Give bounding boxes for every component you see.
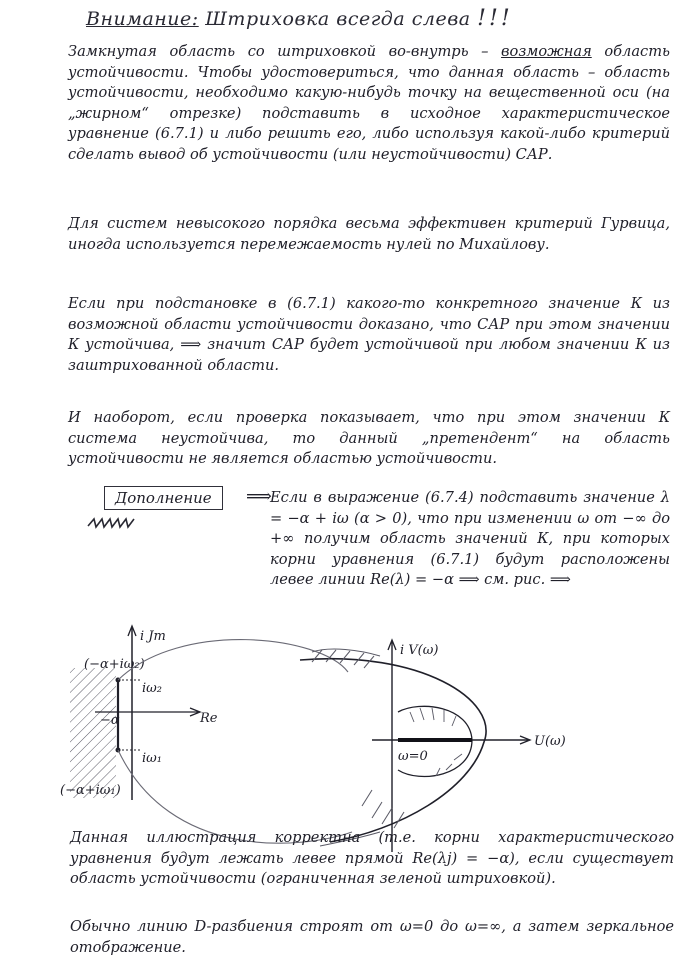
iw2-label: iω₂ bbox=[142, 681, 162, 696]
right-plane bbox=[300, 640, 566, 852]
title-tag: Внимание: bbox=[86, 8, 199, 30]
title-exclaim: !!! bbox=[477, 6, 513, 31]
paragraph-illustration: Данная иллюстрация корректна (т.е. корни характеристического уравнения будут лежать левее прямой Re(λj) = −α), если существует область устойчивости (ограниченная зеленой штриховкой). bbox=[70, 829, 674, 888]
alpha-label: −α bbox=[100, 713, 120, 728]
addendum-label: Дополнение bbox=[104, 486, 223, 510]
addendum-arrow-icon: ⟹ bbox=[246, 486, 272, 507]
paragraph-hurwitz: Для систем невысокого порядка весьма эффективен критерий Гурвица, иногда используется перемежаемость нулей по Михайлову. bbox=[68, 215, 670, 253]
p1-possible-word: возможная bbox=[501, 43, 592, 60]
p1-part-a: Замкнутая область со штриховкой во-внутрь – bbox=[68, 43, 502, 60]
d-curve bbox=[300, 659, 486, 842]
right-axis-v-label: i V(ω) bbox=[400, 643, 439, 658]
left-axis-im-label: i Jm bbox=[140, 629, 166, 644]
left-plane bbox=[60, 626, 218, 800]
point-top-label: (−α+iω₂) bbox=[84, 657, 145, 672]
p1-part-c: область устойчивости. Чтобы удостовериться, что данная область – область устойчивости, необходимо какую-нибудь точку на вещественной оси (на „жирном“ отрезке) подставить в исходное характеристическое уравнение (6.7.1) и либо решить его, либо используя какой-либо критерий сделать вывод об устойчивости (или неустойчивости) САР. bbox=[68, 43, 670, 163]
right-axis-u-label: U(ω) bbox=[534, 734, 566, 749]
left-axis-re-label: Re bbox=[200, 711, 218, 726]
outer-hatch bbox=[312, 650, 404, 828]
iw1-label: iω₁ bbox=[142, 751, 162, 766]
paragraph-conversely: И наоборот, если проверка показывает, что при этом значении К система неустойчива, то данный „претендент“ на область устойчивости не является областью устойчивости. bbox=[68, 409, 670, 468]
title-text: Штриховка всегда слева bbox=[198, 8, 471, 30]
paragraph-substitution: Если при подстановке в (6.7.1) какого-то конкретного значение К из возможной области устойчивости доказано, что САР при этом значении К устойчива, ⟹ значит САР будет устойчивой при любом значении К из заштрихованной области. bbox=[68, 295, 670, 374]
w0-label: ω=0 bbox=[398, 749, 428, 764]
left-hatch-band bbox=[70, 668, 116, 798]
point-bottom-label: (−α+iω₁) bbox=[60, 783, 121, 798]
paragraph-addendum: Если в выражение (6.7.4) подставить значение λ = −α + iω (α > 0), что при изменении ω от −∞ до +∞ получим область значений К, при которых корни уравнения (6.7.1) будут расположены левее линии Re(λ) = −α ⟹ см. рис. ⟹ bbox=[270, 489, 670, 589]
paragraph-usually: Обычно линию D-разбиения строят от ω=0 до ω=∞, а затем зеркальное отображение. bbox=[70, 918, 674, 956]
